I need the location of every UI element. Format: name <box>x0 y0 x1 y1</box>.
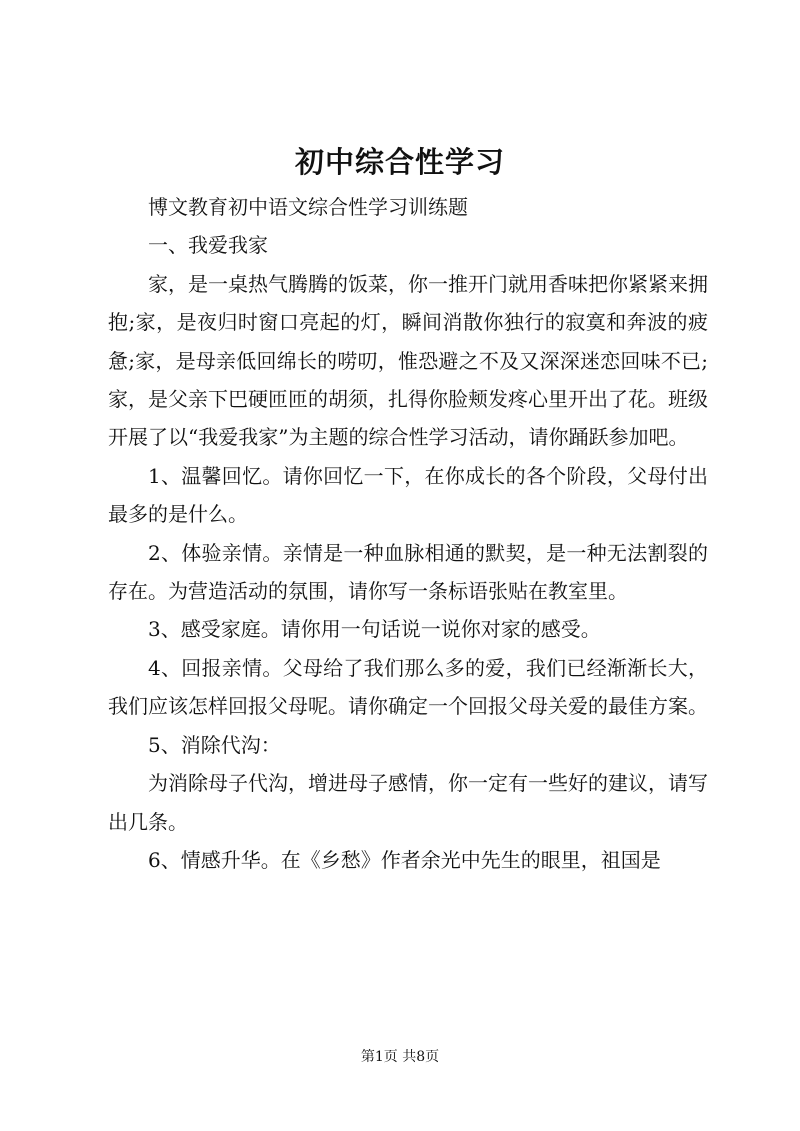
paragraph-section-heading: 一、我爱我家 <box>148 233 268 258</box>
page-number-footer: 第1页 共8页 <box>360 1049 440 1065</box>
paragraph-question-1: 1、温馨回忆。请你回忆一下，在你成长的各个阶段，父母付出最多的是什么。 <box>108 463 708 527</box>
paragraph-question-5-body: 为消除母子代沟，增进母子感情，你一定有一些好的建议，请写出几条。 <box>108 771 708 834</box>
paragraph-question-6: 6、情感升华。在《乡愁》作者余光中先生的眼里，祖国是 <box>148 847 661 872</box>
document-title: 初中综合性学习 <box>294 145 505 179</box>
paragraph-intro: 家，是一桌热气腾腾的饭菜，你一推开门就用香味把你紧紧来拥抱;家，是夜归时窗口亮起的灯，瞬间消散你独行的寂寞和奔波的疲惫;家，是母亲低回绵长的唠叨，惟恐避之不及又深深迷恋回味不已;家，是父亲下巴硬匝匝的胡须，扎得你脸颊发疼心里开出了花。班级开展了以“我爱我家”为主题的综合性学习活动，请你踊跃参加吧。 <box>108 271 708 450</box>
paragraph-subtitle: 博文教育初中语文综合性学习训练题 <box>148 195 468 219</box>
paragraph-question-3: 3、感受家庭。请你用一句话说一说你对家的感受。 <box>148 617 601 642</box>
document-body <box>108 188 708 879</box>
paragraph-question-5: 5、消除代沟： <box>148 732 281 757</box>
paragraph-question-2: 2、体验亲情。亲情是一种血脉相通的默契，是一种无法割裂的存在。为营造活动的氛围，请你写一条标语张贴在教室里。 <box>108 540 708 604</box>
paragraph-question-4: 4、回报亲情。父母给了我们那么多的爱，我们已经渐渐长大，我们应该怎样回报父母呢。请你确定一个回报父母关爱的最佳方案。 <box>108 655 708 719</box>
